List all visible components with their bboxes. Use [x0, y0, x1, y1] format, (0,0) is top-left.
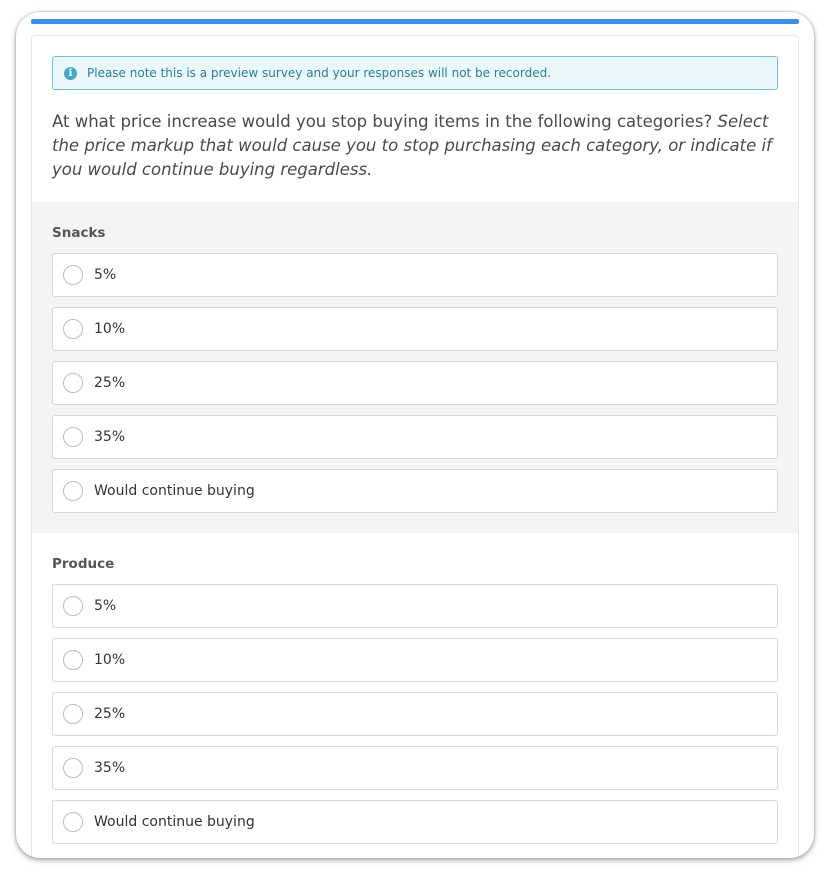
option-label: 35% — [94, 429, 126, 445]
radio-button[interactable] — [63, 373, 83, 393]
radio-button[interactable] — [63, 481, 83, 501]
radio-button[interactable] — [63, 596, 83, 616]
question-instruction: Select the price markup that would cause you to stop purchasing each category, or indicate if you would continue buying regardless. — [52, 112, 772, 179]
option-snacks-5[interactable] — [52, 253, 778, 297]
option-label: Would continue buying — [94, 483, 255, 499]
category-section-snacks — [32, 202, 798, 533]
radio-button[interactable] — [63, 319, 83, 339]
option-label: 10% — [94, 321, 126, 337]
category-section-produce — [32, 533, 798, 858]
option-produce-continue[interactable] — [52, 800, 778, 844]
survey-window — [16, 12, 814, 858]
category-title: Snacks — [52, 225, 106, 241]
option-label: Would continue buying — [94, 814, 255, 830]
option-produce-5[interactable] — [52, 584, 778, 628]
option-produce-25[interactable] — [52, 692, 778, 736]
option-snacks-continue[interactable] — [52, 469, 778, 513]
option-label: 5% — [94, 267, 117, 283]
info-icon: i — [64, 67, 77, 80]
option-label: 10% — [94, 652, 126, 668]
preview-notice-text: Please note this is a preview survey and your responses will not be recorded. — [87, 66, 552, 80]
option-snacks-25[interactable] — [52, 361, 778, 405]
option-label: 25% — [94, 706, 126, 722]
option-snacks-10[interactable] — [52, 307, 778, 351]
option-label: 5% — [94, 598, 117, 614]
option-produce-10[interactable] — [52, 638, 778, 682]
radio-button[interactable] — [63, 650, 83, 670]
radio-button[interactable] — [63, 265, 83, 285]
radio-button[interactable] — [63, 812, 83, 832]
option-produce-35[interactable] — [52, 746, 778, 790]
radio-button[interactable] — [63, 704, 83, 724]
option-snacks-35[interactable] — [52, 415, 778, 459]
option-label: 25% — [94, 375, 126, 391]
progress-bar — [31, 19, 799, 24]
survey-card — [31, 35, 799, 858]
question-prompt: At what price increase would you stop buying items in the following categories? — [52, 112, 713, 131]
radio-button[interactable] — [63, 427, 83, 447]
question-text — [52, 110, 778, 182]
option-label: 35% — [94, 760, 126, 776]
category-title: Produce — [52, 556, 115, 572]
preview-notice — [52, 56, 778, 90]
radio-button[interactable] — [63, 758, 83, 778]
